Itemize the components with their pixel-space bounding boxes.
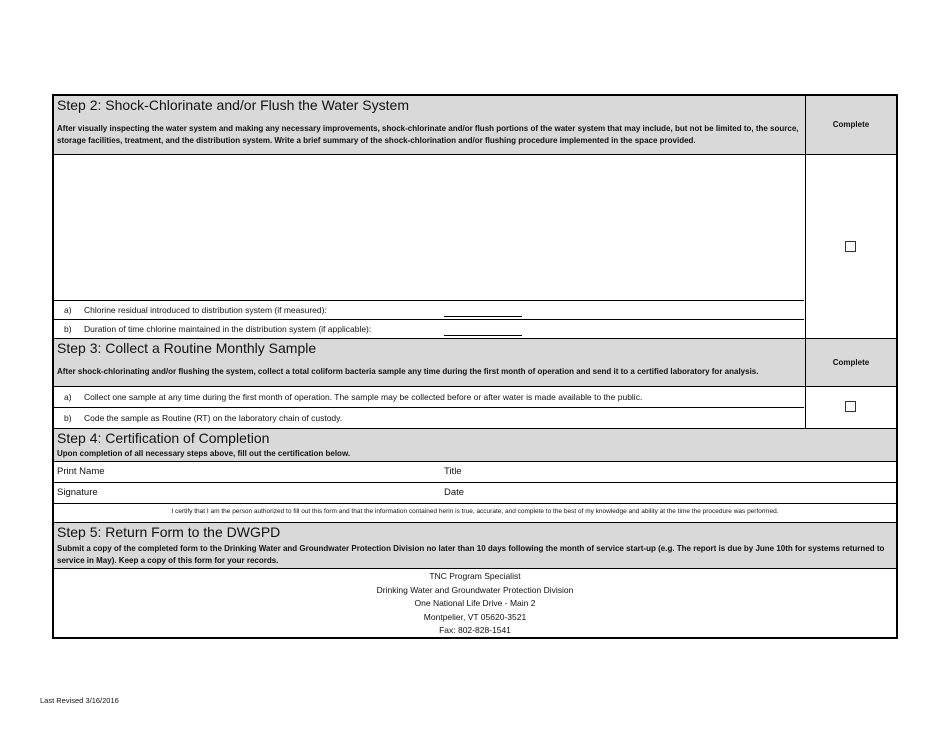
- step4-header: [54, 429, 896, 461]
- print-name-field[interactable]: [114, 462, 434, 481]
- step3-title: Step 3: Collect a Routine Monthly Sample: [57, 340, 317, 356]
- address-line: Drinking Water and Groundwater Protection Division: [376, 584, 574, 595]
- chlorine-duration-field[interactable]: [444, 335, 522, 336]
- certification-statement: I certify that I am the person authorized to fill out this form and that the information contained herin is true, accurate, and complete to the best of my knowledge and ability at the time the procedure was performed.: [171, 508, 779, 515]
- date-label: Date: [444, 487, 465, 498]
- print-name-label: Print Name: [57, 466, 105, 477]
- step2-title: Step 2: Shock-Chlorinate and/or Flush the Water System: [57, 97, 409, 113]
- signature-field[interactable]: [114, 483, 434, 502]
- date-field[interactable]: [474, 483, 884, 502]
- step2-complete-header: [806, 96, 896, 154]
- divider: [54, 300, 804, 301]
- step3-item-b-text: Code the sample as Routine (RT) on the laboratory chain of custody.: [84, 413, 343, 423]
- signature-label: Signature: [57, 487, 98, 498]
- step3-item-a-text: Collect one sample at any time during the first month of operation. The sample may be collected before or after water is made available to the public.: [84, 392, 643, 402]
- step3-complete-header: [806, 339, 896, 386]
- step3-item-a-label: a): [64, 392, 72, 402]
- step3-item-b: [64, 412, 342, 424]
- step2-item-b: [64, 323, 371, 335]
- step5-header: [54, 523, 896, 568]
- step3-header: [54, 339, 805, 386]
- address-line: One National Life Drive - Main 2: [414, 598, 536, 609]
- step2-description: After visually inspecting the water system and making any necessary improvements, shock-chlorinate and/or flush portions of the water system that may include, but not be limited to, the source, storage facilities, treatment, and the distribution system. Write a brief summary of the shock-chlorination and/or flushing procedure implemented in the space provided.: [57, 124, 799, 145]
- step2-item-b-label: b): [64, 324, 72, 334]
- step2-item-a-text: Chlorine residual introduced to distribution system (if measured):: [84, 305, 327, 315]
- title-label: Title: [444, 466, 462, 477]
- address-line: Montpelier, VT 05620-3521: [423, 611, 527, 622]
- mailing-address: [54, 570, 896, 638]
- step2-summary-area[interactable]: [54, 155, 805, 300]
- step3-item-a: [64, 391, 642, 403]
- chlorine-residual-field[interactable]: [444, 316, 522, 317]
- step5-title: Step 5: Return Form to the DWGPD: [57, 524, 281, 540]
- title-field[interactable]: [474, 462, 884, 481]
- divider: [54, 386, 896, 387]
- step4-title: Step 4: Certification of Completion: [57, 430, 270, 446]
- address-line: Fax: 802-828-1541: [439, 625, 511, 636]
- divider: [54, 407, 804, 408]
- step3-complete-label: Complete: [832, 358, 870, 367]
- step2-header: [54, 96, 805, 154]
- step2-item-a: [64, 304, 327, 316]
- step3-item-b-label: b): [64, 413, 72, 423]
- divider: [54, 503, 896, 504]
- step2-item-a-label: a): [64, 305, 72, 315]
- address-line: TNC Program Specialist: [429, 571, 521, 581]
- step2-complete-label: Complete: [832, 120, 870, 129]
- step2-complete-checkbox[interactable]: [845, 241, 856, 252]
- step2-item-b-text: Duration of time chlorine maintained in the distribution system (if applicable):: [84, 324, 372, 334]
- step5-description: Submit a copy of the completed form to the Drinking Water and Groundwater Protection Division no later than 10 days following the month of service start-up (e.g. The report is due by June 10th for systems returned to service in May). Keep a copy of this form for your records.: [57, 544, 885, 565]
- last-revised: Last Revised 3/16/2016: [40, 696, 119, 705]
- step4-description: Upon completion of all necessary steps above, fill out the certification below.: [57, 449, 351, 458]
- divider: [54, 319, 804, 320]
- divider: [54, 568, 896, 569]
- step3-complete-checkbox[interactable]: [845, 401, 856, 412]
- step3-description: After shock-chlorinating and/or flushing the system, collect a total coliform bacteria sample any time during the first month of operation and send it to a certified laboratory for analysis.: [57, 367, 759, 376]
- form-table: [52, 94, 898, 639]
